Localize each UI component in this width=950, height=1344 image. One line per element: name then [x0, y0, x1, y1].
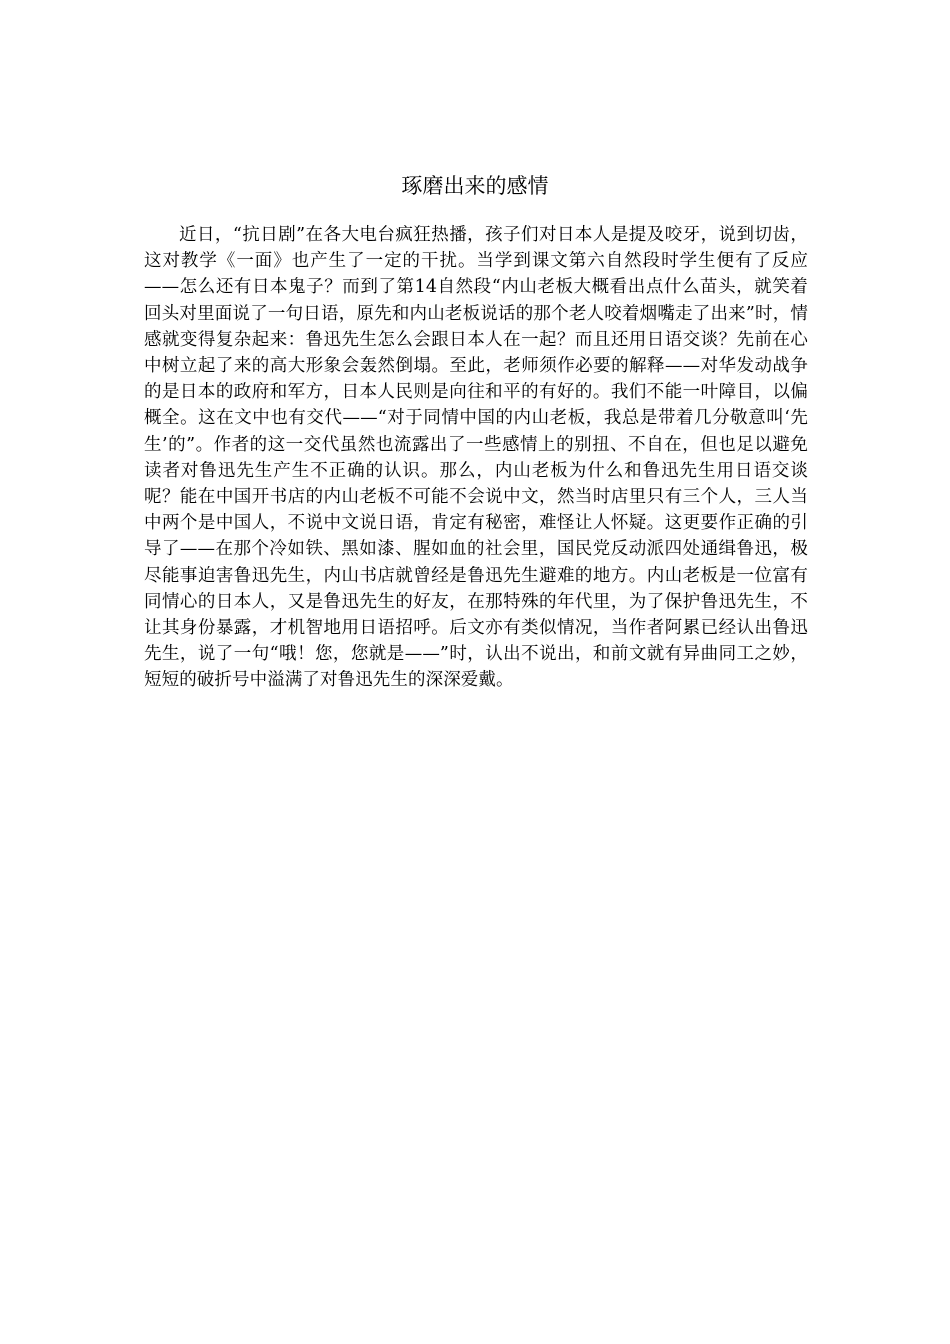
body-paragraph: 近日，“抗日剧”在各大电台疯狂热播，孩子们对日本人是提及咬牙，说到切齿，这对教学《一面》也产生了一定的干扰。当学到课文第六自然段时学生便有了反应——怎么还有日本鬼子？而到了第14自然段“内山老板大概看出点什么苗头，就笑着回头对里面说了一句日语，原先和内山老板说话的那个老人咬着烟嘴走了出来”时，情感就变得复杂起来：鲁迅先生怎么会跟日本人在一起？而且还用日语交谈？先前在心中树立起了来的高大形象会轰然倒塌。至此，老师须作必要的解释——对华发动战争的是日本的政府和军方，日本人民则是向往和平的有好的。我们不能一叶障目，以偏概全。这在文中也有交代——“对于同情中国的内山老板，我总是带着几分敬意叫‘先生’的”。作者的这一交代虽然也流露出了一些感情上的别扭、不自在，但也足以避免读者对鲁迅先生产生不正确的认识。那么，内山老板为什么和鲁迅先生用日语交谈呢？能在中国开书店的内山老板不可能不会说中文，然当时店里只有三个人，三人当中两个是中国人，不说中文说日语，肯定有秘密，难怪让人怀疑。这更要作正确的引导了——在那个冷如铁、黑如漆、腥如血的社会里，国民党反动派四处通缉鲁迅，极尽能事迫害鲁迅先生，内山书店就曾经是鲁迅先生避难的地方。内山老板是一位富有同情心的日本人，又是鲁迅先生的好友，在那特殊的年代里，为了保护鲁迅先生，不让其身份暴露，才机智地用日语招呼。后文亦有类似情况，当作者阿累已经认出鲁迅先生，说了一句“哦！您，您就是——”时，认出不说出，和前文就有异曲同工之妙，短短的破折号中溢满了对鲁迅先生的深深爱戴。 — [144, 225, 808, 691]
document-title: 琢磨出来的感情 — [401, 174, 549, 198]
